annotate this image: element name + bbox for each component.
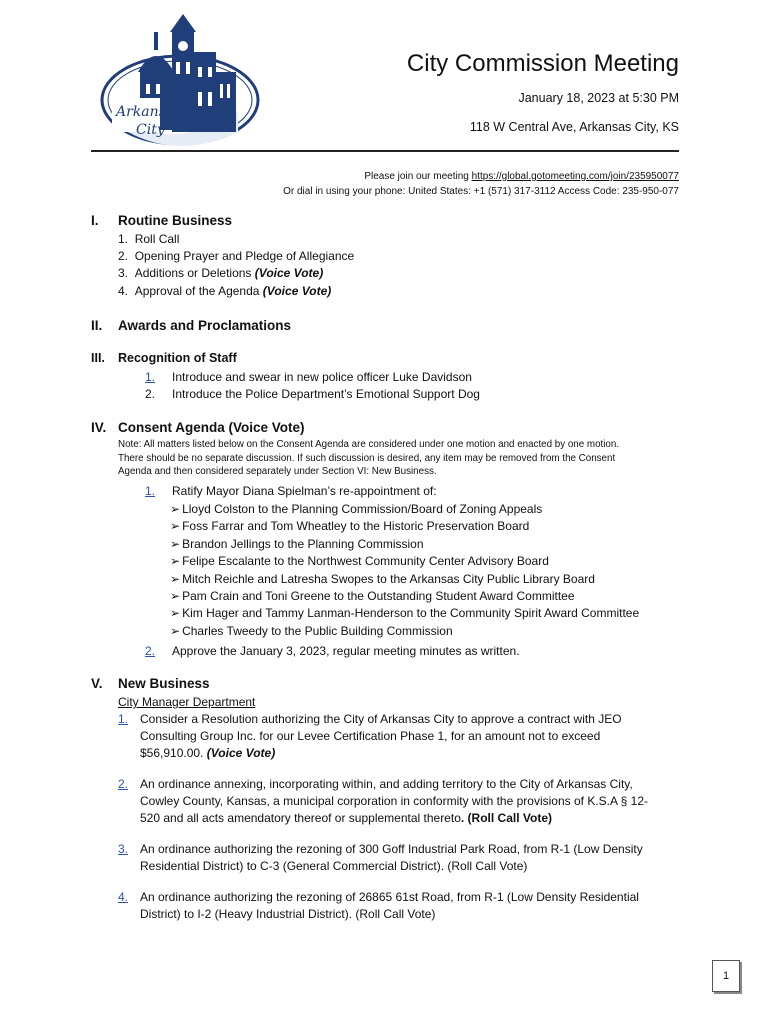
meeting-address: 118 W Central Ave, Arkansas City, KS xyxy=(469,120,679,134)
list-item: 2. An ordinance annexing, incorporating within, and adding territory to the City of Arkansas City, Cowley County, Kansas, a municipal corporation in conformity with the provisions of K.S.A § 12- 520 and all acts amendatory thereof or supplemental thereto. (Roll Call Vote) xyxy=(118,777,649,825)
section-number: II. xyxy=(91,318,103,333)
list-item: ➢ Mitch Reichle and Latresha Swopes to the Arkansas City Public Library Board xyxy=(170,571,639,588)
page-number: 1 xyxy=(712,960,740,992)
meeting-date: January 18, 2023 at 5:30 PM xyxy=(518,91,679,105)
department-heading: City Manager Department xyxy=(118,695,256,709)
join-prefix: Please join our meeting xyxy=(364,171,472,182)
section-number: V. xyxy=(91,676,103,691)
list-item: 3. An ordinance authorizing the rezoning of 300 Goff Industrial Park Road, from R-1 (Low Density Residential District) to C-3 (General Commercial District). (Roll Call Vote) xyxy=(118,842,643,873)
list-item: 3. Additions or Deletions (Voice Vote) xyxy=(118,266,324,280)
section-number: IV. xyxy=(91,420,107,435)
meeting-link[interactable]: https://global.gotomeeting.com/join/235950077 xyxy=(471,171,679,182)
section-number: III. xyxy=(91,351,105,365)
appointment-list xyxy=(170,501,639,640)
consent-note: Note: All matters listed below on the Consent Agenda are considered under one motion and enacted by one motion. There should be no separate discussion. If such discussion is desired, any item may be removed from the Consent Agenda and then considered separately under Section VI: New Business. xyxy=(118,439,620,477)
list-item: ➢ Brandon Jellings to the Planning Commission xyxy=(170,536,639,553)
list-item: ➢ Felipe Escalante to the Northwest Community Center Advisory Board xyxy=(170,553,639,570)
header-divider xyxy=(91,150,679,152)
list-item: 1. Consider a Resolution authorizing the City of Arkansas City to approve a contract with JEO Consulting Group Inc. for our Levee Certification Phase 1, for an amount not to exceed $56,910.00. (Voice Vote) xyxy=(118,712,622,760)
section-title-new-business: New Business xyxy=(118,676,210,691)
list-item: 4. Approval of the Agenda (Voice Vote) xyxy=(118,284,332,298)
list-item: ➢ Lloyd Colston to the Planning Commission/Board of Zoning Appeals xyxy=(170,501,639,518)
list-item: 4. An ordinance authorizing the rezoning of 26865 61st Road, from R-1 (Low Density Residential District) to I-2 (Heavy Industrial District). (Roll Call Vote) xyxy=(118,890,639,921)
list-item: ➢ Kim Hager and Tammy Lanman-Henderson to the Community Spirit Award Committee xyxy=(170,605,639,622)
list-item: 2. Opening Prayer and Pledge of Allegiance xyxy=(118,249,355,263)
list-item: ➢ Pam Crain and Toni Greene to the Outstanding Student Award Committee xyxy=(170,588,639,605)
city-logo xyxy=(98,12,262,152)
section-title-routine-business: Routine Business xyxy=(118,213,233,228)
svg-text:Arkansas: Arkansas xyxy=(116,104,182,120)
list-item: 1. Introduce and swear in new police officer Luke Davidson xyxy=(145,370,472,384)
svg-text:City: City xyxy=(136,122,165,138)
list-item: 1. Ratify Mayor Diana Spielman’s re-appointment of: xyxy=(145,484,437,498)
dial-in-line: Or dial in using your phone: United States: +1 (571) 317-3112 Access Code: 235-950-077 xyxy=(283,186,679,197)
section-title-consent-agenda: Consent Agenda (Voice Vote) xyxy=(118,420,305,435)
list-item: 2. Approve the January 3, 2023, regular meeting minutes as written. xyxy=(145,644,520,658)
list-item: ➢ Foss Farrar and Tom Wheatley to the Historic Preservation Board xyxy=(170,518,639,535)
list-item: ➢ Charles Tweedy to the Public Building Commission xyxy=(170,623,639,640)
section-title-awards: Awards and Proclamations xyxy=(118,318,292,333)
join-info xyxy=(283,169,679,199)
section-number: I. xyxy=(91,213,99,228)
list-item: 2. Introduce the Police Department’s Emotional Support Dog xyxy=(145,387,480,401)
list-item: 1. Roll Call xyxy=(118,232,180,246)
section-title-recognition: Recognition of Staff xyxy=(118,351,237,365)
page-title: City Commission Meeting xyxy=(406,50,679,77)
